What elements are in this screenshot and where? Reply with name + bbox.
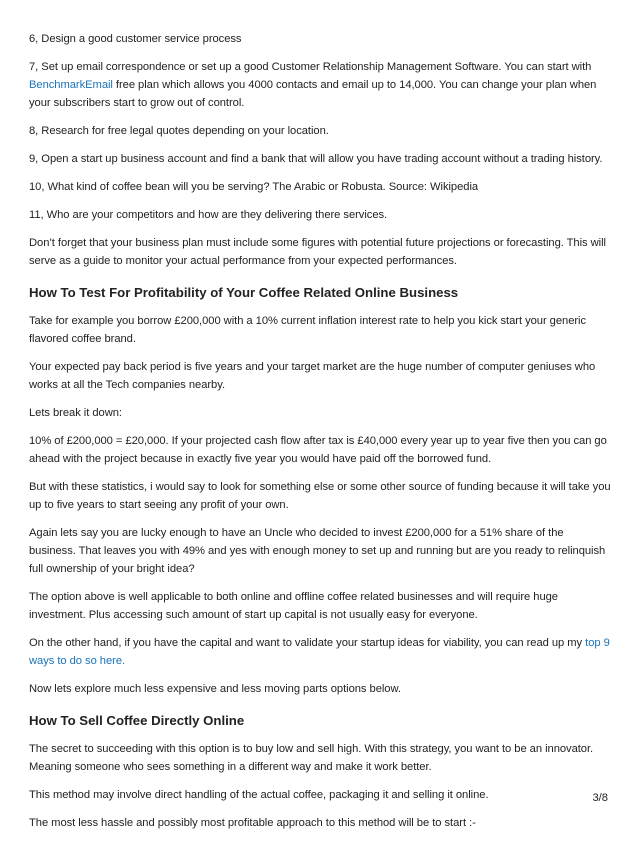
- paragraph: The secret to succeeding with this option is to buy low and sell high. With this strategy, you want to be an innovator. Meaning someone who sees something in a different way and make it work better.: [29, 743, 594, 773]
- list-item: 11, Who are your competitors and how are they delivering there services.: [29, 209, 388, 221]
- list-item: [29, 58, 613, 112]
- list-item-text: free plan which allows you 4000 contacts and email up to 14,000. You can change your plan when your subscribers start to grow out of control.: [29, 79, 597, 109]
- paragraph: Your expected pay back period is five years and your target market are the huge number of computer geniuses who works at all the Tech companies nearby.: [29, 361, 596, 391]
- paragraph: 10% of £200,000 = £20,000. If your projected cash flow after tax is £40,000 every year up to year five then you can go ahead with the project because in exactly five year you would have paid off the borrowed fund.: [29, 435, 607, 465]
- paragraph: The most less hassle and possibly most profitable approach to this method will be to start :-: [29, 817, 476, 829]
- paragraph: But with these statistics, i would say to look for something else or some other source of funding because it will take you up to five years to start seeing any profit of your own.: [29, 481, 611, 511]
- paragraph: Now lets explore much less expensive and less moving parts options below.: [29, 683, 401, 695]
- paragraph: Don’t forget that your business plan must include some figures with potential future projections or forecasting. This will serve as a guide to monitor your actual performance from your expected performances.: [29, 237, 606, 267]
- benchmarkemail-link[interactable]: BenchmarkEmail: [29, 79, 113, 91]
- section-heading: How To Sell Coffee Directly Online: [29, 713, 245, 728]
- paragraph: [29, 634, 613, 670]
- paragraph: The option above is well applicable to both online and offline coffee related businesses and will require huge investment. Plus accessing such amount of start up capital is not usually easy for everyone.: [29, 591, 558, 621]
- paragraph: Lets break it down:: [29, 407, 122, 419]
- paragraph: Take for example you borrow £200,000 with a 10% current inflation interest rate to help you kick start your generic flavored coffee brand.: [29, 315, 587, 345]
- top-9-ways-link[interactable]: top 9 ways to do so here.: [29, 637, 610, 667]
- page-number: 3/8: [592, 792, 608, 804]
- list-item: 10, What kind of coffee bean will you be serving? The Arabic or Robusta. Source: Wikipedia: [29, 181, 479, 193]
- paragraph: Again lets say you are lucky enough to have an Uncle who decided to invest £200,000 for a 51% share of the business. That leaves you with 49% and yes with enough money to set up and running but are you ready to relinquish full ownership of your bright idea?: [29, 527, 606, 575]
- list-item: 8, Research for free legal quotes depending on your location.: [29, 125, 329, 137]
- list-item: 9, Open a start up business account and find a bank that will allow you have trading account without a trading history.: [29, 153, 603, 165]
- section-heading: How To Test For Profitability of Your Coffee Related Online Business: [29, 285, 459, 300]
- list-item: 6, Design a good customer service process: [29, 33, 242, 45]
- list-item-text: 7, Set up email correspondence or set up a good Customer Relationship Management Software. You can start with: [29, 61, 592, 73]
- article-body: [29, 30, 613, 842]
- paragraph-text: On the other hand, if you have the capital and want to validate your startup ideas for viability, you can read up my: [29, 637, 586, 649]
- paragraph: This method may involve direct handling of the actual coffee, packaging it and selling it online.: [29, 789, 489, 801]
